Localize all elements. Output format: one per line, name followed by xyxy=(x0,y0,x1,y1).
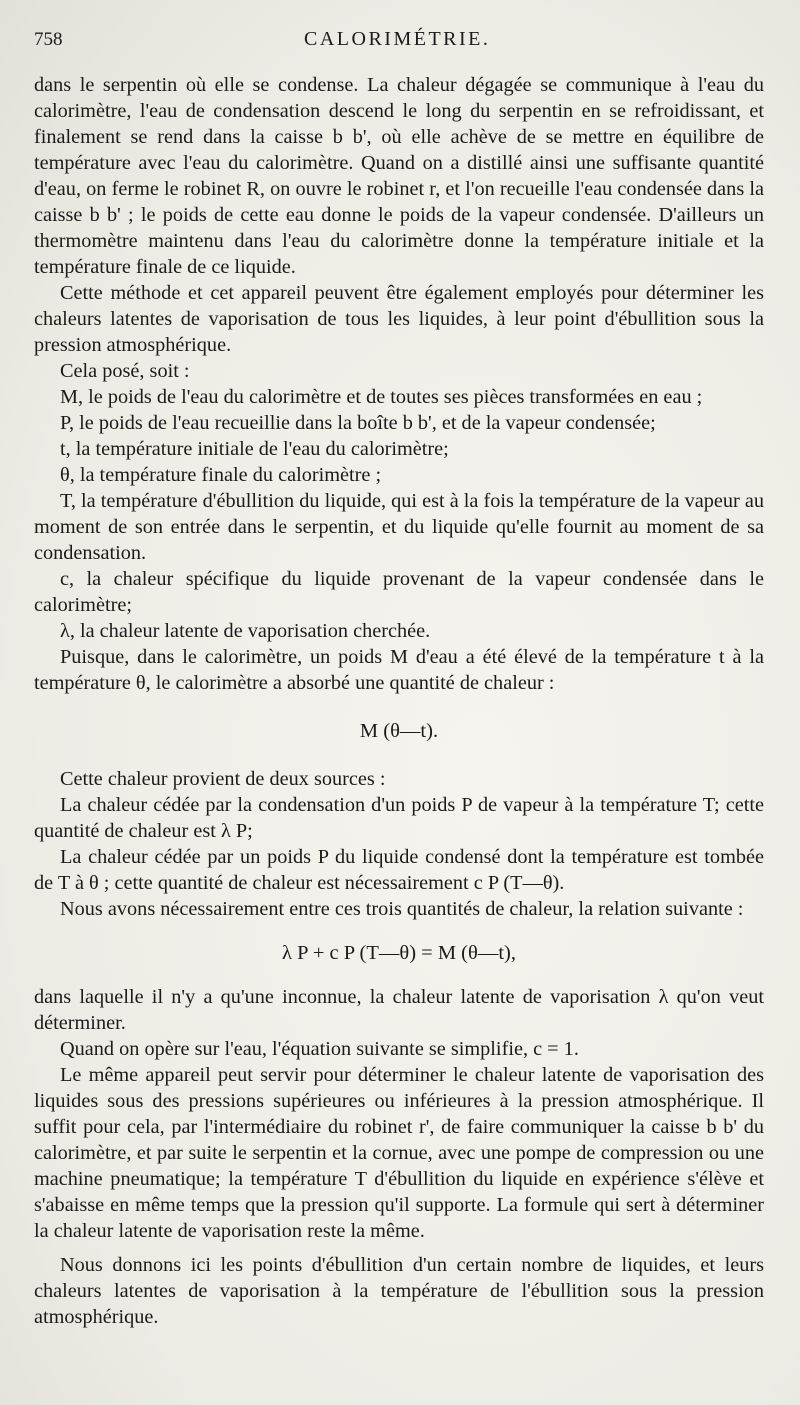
page-number: 758 xyxy=(34,29,63,50)
definition-M: M, le poids de l'eau du calorimètre et de toutes ses pièces transformées en eau ; xyxy=(60,386,703,408)
body-text xyxy=(34,72,764,1330)
definition-P: P, le poids de l'eau recueillie dans la boîte b b', et de la vapeur condensée; xyxy=(60,412,656,434)
definition-c: c, la chaleur spécifique du liquide provenant de la vapeur condensée dans le calorimètre; xyxy=(34,568,764,616)
paragraph-cooling-heat: La chaleur cédée par un poids P du liquide condensé dont la température est tombée de T à θ ; cette quantité de chaleur est nécessairement c P (T—θ). xyxy=(34,846,764,894)
paragraph-pressure: Le même appareil peut servir pour déterminer le chaleur latente de vaporisation des liquides sous des pressions supérieures ou inférieures à la pression atmosphérique. Il suffit pour cela, par l'intermédiaire du robinet r', de faire communiquer la caisse b b' du calorimètre, et par suite le serpentin et la cornue, avec une pompe de compression ou une machine pneumatique; la température T d'ébullition du liquide en expérience s'élève et s'abaisse en même temps que la pression qu'il supporte. La formule qui sert à déterminer la chaleur latente de vaporisation reste la même. xyxy=(34,1064,764,1242)
paragraph-table-intro: Nous donnons ici les points d'ébullition d'un certain nombre de liquides, et leurs chaleurs latentes de vaporisation à la température de l'ébullition sous la pression atmosphérique. xyxy=(34,1254,764,1328)
paragraph-gap xyxy=(34,1244,764,1252)
running-head xyxy=(34,28,764,72)
paragraph-water-case: Quand on opère sur l'eau, l'équation suivante se simplifie, c = 1. xyxy=(60,1038,579,1060)
paragraph-unknown: dans laquelle il n'y a qu'une inconnue, la chaleur latente de vaporisation λ qu'on veut déterminer. xyxy=(34,986,764,1034)
formula-absorbed-heat: M (θ—t). xyxy=(359,720,439,742)
paragraph-definitions-intro: Cela posé, soit : xyxy=(60,360,190,382)
paragraph-continuation: dans le serpentin où elle se condense. La chaleur dégagée se communique à l'eau du calorimètre, l'eau de condensation descend le long du serpentin en se refroidissant, et finalement se rend dans la caisse b b', où elle achève de se mettre en équilibre de température avec l'eau du calorimètre. Quand on a distillé ainsi une suffisante quantité d'eau, on ferme le robinet R, on ouvre le robinet r, et l'on recueille l'eau condensée dans la caisse b b' ; le poids de cette eau donne le poids de la vapeur condensée. D'ailleurs un thermomètre maintenu dans l'eau du calorimètre donne la température initiale et la température finale de ce liquide. xyxy=(34,74,764,278)
definition-t: t, la température initiale de l'eau du calorimètre; xyxy=(60,438,449,460)
paragraph-condensation-heat: La chaleur cédée par la condensation d'un poids P de vapeur à la température T; cette quantité de chaleur est λ P; xyxy=(34,794,764,842)
paragraph-method: Cette méthode et cet appareil peuvent être également employés pour déterminer les chaleurs latentes de vaporisation de tous les liquides, à leur point d'ébullition sous la pression atmosphérique. xyxy=(34,282,764,356)
running-title: CALORIMÉTRIE. xyxy=(304,28,491,50)
formula-relation: λ P + c P (T—θ) = M (θ—t), xyxy=(282,942,516,964)
definition-lambda: λ, la chaleur latente de vaporisation cherchée. xyxy=(60,620,431,642)
paragraph-two-sources: Cette chaleur provient de deux sources : xyxy=(60,768,386,790)
paragraph-relation-intro: Nous avons nécessairement entre ces trois quantités de chaleur, la relation suivante : xyxy=(60,898,744,920)
paragraph-absorbed-heat: Puisque, dans le calorimètre, un poids M d'eau a été élevé de la température t à la température θ, le calorimètre a absorbé une quantité de chaleur : xyxy=(34,646,764,694)
definition-theta: θ, la température finale du calorimètre ; xyxy=(60,464,382,486)
definition-T: T, la température d'ébullition du liquide, qui est à la fois la température de la vapeur au moment de son entrée dans le serpentin, et du liquide qu'elle fournit au moment de sa condensation. xyxy=(34,490,764,564)
